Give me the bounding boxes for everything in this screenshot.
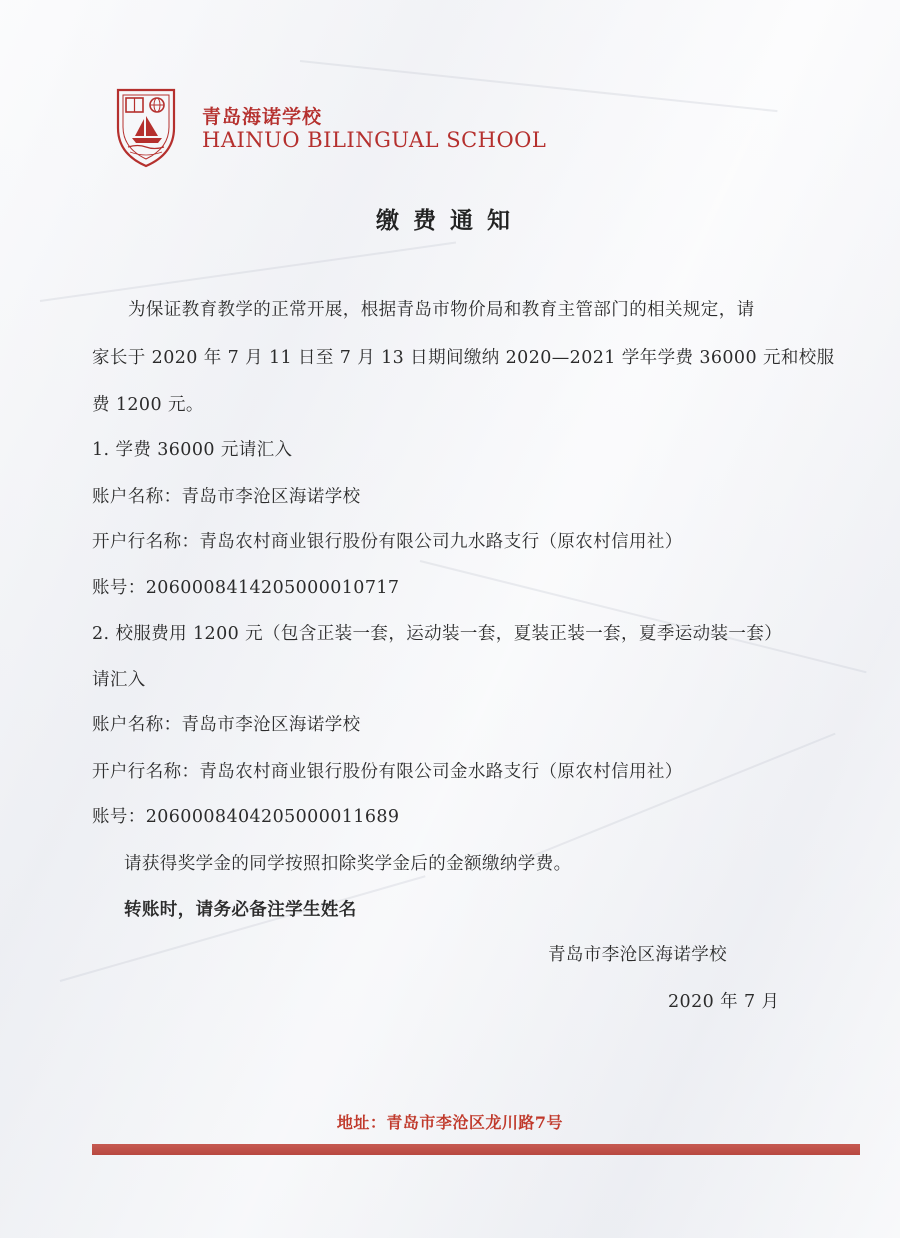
intro-line-3: 费 1200 元。: [92, 395, 204, 415]
school-logo-icon: [108, 86, 184, 168]
tuition-account-name: 账户名称：青岛市李沧区海诺学校: [92, 487, 361, 507]
tuition-bank-name: 开户行名称：青岛农村商业银行股份有限公司九水路支行（原农村信用社）: [92, 532, 683, 552]
uniform-bank-name: 开户行名称：青岛农村商业银行股份有限公司金水路支行（原农村信用社）: [92, 762, 683, 782]
footer-divider: [92, 1144, 860, 1155]
paper-crease: [300, 60, 778, 112]
uniform-heading: 2. 校服费用 1200 元（包含正装一套，运动装一套，夏装正装一套，夏季运动装一套）: [92, 624, 783, 644]
tuition-account-number: 账号：2060008414205000010717: [92, 578, 400, 598]
school-name-en: HAINUO BILINGUAL SCHOOL: [202, 128, 547, 152]
paper-crease: [420, 560, 867, 673]
tuition-heading: 1. 学费 36000 元请汇入: [92, 440, 293, 460]
notice-title: 缴费通知: [376, 207, 524, 234]
paper-crease: [40, 242, 456, 302]
intro-line-1: 为保证教育教学的正常开展，根据青岛市物价局和教育主管部门的相关规定，请: [128, 300, 755, 320]
transfer-note: 转账时，请务必备注学生姓名: [124, 900, 357, 920]
paper-crease: [520, 733, 836, 862]
uniform-heading-cont: 请汇入: [92, 670, 146, 690]
scholarship-note: 请获得奖学金的同学按照扣除奖学金后的金额缴纳学费。: [124, 854, 572, 874]
school-name-cn: 青岛海诺学校: [202, 106, 323, 128]
paper-crease: [60, 875, 426, 982]
signature: 青岛市李沧区海诺学校: [548, 945, 727, 965]
uniform-account-number: 账号：2060008404205000011689: [92, 807, 400, 827]
footer-address: 地址：青岛市李沧区龙川路7号: [336, 1113, 564, 1132]
notice-date: 2020 年 7 月: [668, 992, 780, 1012]
intro-line-2: 家长于 2020 年 7 月 11 日至 7 月 13 日期间缴纳 2020—2021 学年学费 36000 元和校服: [92, 348, 835, 368]
uniform-account-name: 账户名称：青岛市李沧区海诺学校: [92, 715, 361, 735]
